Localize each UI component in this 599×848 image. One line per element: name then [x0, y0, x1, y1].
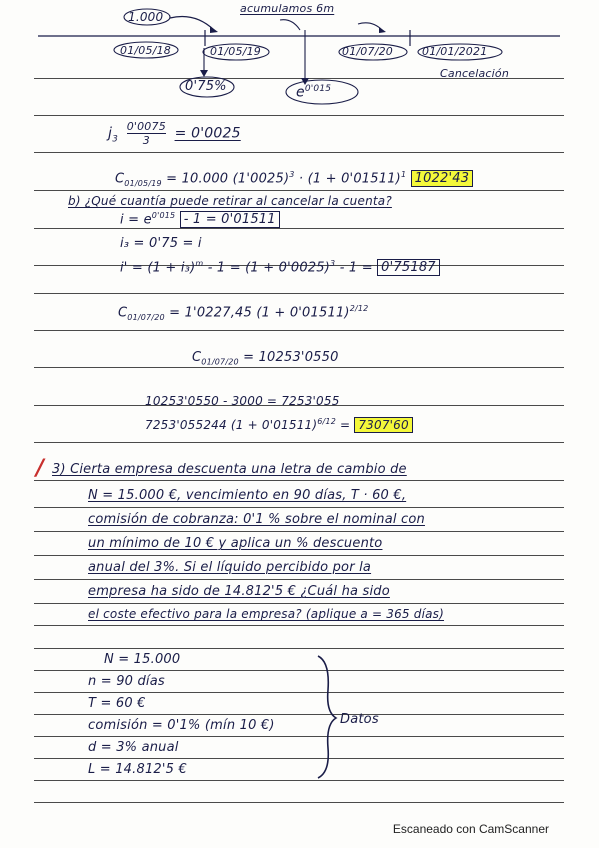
ruled-line [34, 228, 564, 229]
capital-result-1: 1022'43 [411, 170, 474, 187]
j3-denominator: 3 [142, 134, 150, 147]
data-item-2: n = 90 días [88, 674, 165, 689]
ruled-line [34, 736, 564, 737]
timeline-rate-1: 0'75% [185, 79, 227, 94]
j3-numerator: 0'0075 [126, 120, 166, 133]
part-b-line-1: $i = e^{0'015} - 1 = 0'01511$ [120, 211, 280, 227]
ruled-line [34, 579, 564, 580]
data-item-4: comisión = 0'1% (mín 10 €) [88, 718, 275, 733]
ruled-line [34, 758, 564, 759]
problem3-line-3: comisión de cobranza: 0'1 % sobre el nominal con [88, 512, 425, 527]
problem3-line-6: empresa ha sido de 14.812'5 € ¿Cuál ha sido [88, 584, 390, 599]
part-b-capital-3: $C_{01/07/20} = 10253'0550$ [192, 350, 339, 367]
part-b-question: b) ¿Qué cuantía puede retirar al cancelar la cuenta? [68, 194, 392, 208]
problem3-line-1: 3) Cierta empresa descuenta una letra de cambio de [52, 462, 407, 477]
ruled-line [34, 780, 564, 781]
timeline-date-2: 01/05/19 [210, 45, 262, 58]
ruled-line [34, 330, 564, 331]
ruled-line [34, 603, 564, 604]
data-brace-label: Datos [340, 712, 379, 727]
ruled-line [34, 692, 564, 693]
j3-equation: $j_3$ $\frac{0'0075}{3}$ = 0'0025 [108, 120, 241, 147]
ruled-line [34, 152, 564, 153]
problem3-line-5: anual del 3%. Si el líquido percibido por la [88, 560, 372, 575]
part-b-line-5: 7253'055244 $(1 + 0'01511)^{6/12} = 7307'60$ [145, 417, 413, 432]
data-item-1: N = 15.000 [104, 652, 181, 667]
part-b-line-2: i₃ = 0'75 = i [120, 236, 202, 251]
part-b-final-result: 7307'60 [354, 417, 413, 433]
timeline-diagram [0, 0, 599, 130]
j3-result: = 0'0025 [174, 125, 241, 142]
scanner-watermark: Escaneado con CamScanner [392, 822, 549, 836]
ruled-line [34, 802, 564, 803]
ruled-line [34, 648, 564, 649]
part-b-result-3: 0'75187 [377, 259, 440, 276]
ruled-line [34, 293, 564, 294]
timeline-cancel-label: Cancelación [440, 67, 510, 80]
timeline-date-1: 01/05/18 [120, 44, 172, 57]
capital-equation-1: $C_{01/05/19} = 10.000$ $(1'0025)^3 \cdot (1 + 0'01511)^1$ 1022'43 [115, 170, 473, 188]
timeline-date-3: 01/07/20 [342, 45, 394, 58]
timeline-principal: 1.000 [128, 10, 164, 24]
ruled-line [34, 367, 564, 368]
timeline-top-label: acumulamos 6m [240, 2, 335, 15]
problem3-line-2: N = 15.000 €, vencimiento en 90 días, T · 60 €, [88, 488, 407, 503]
timeline-date-4: 01/01/2021 [422, 45, 488, 58]
red-check-mark: / [36, 456, 45, 481]
timeline-rate-2: $e^{0'015}$ [296, 84, 332, 101]
ruled-line [34, 670, 564, 671]
problem3-line-7: el coste efectivo para la empresa? (aplique a = 365 días) [88, 607, 445, 621]
ruled-line [34, 625, 564, 626]
part-b-line-4: 10253'0550 - 3000 = 7253'055 [145, 394, 340, 408]
part-b-capital-2: $C_{01/07/20} = 1'0227,45$ $(1 + 0'01511)^{2/12}$ [118, 304, 369, 322]
ruled-line [34, 480, 564, 481]
ruled-line [34, 442, 564, 443]
ruled-line [34, 507, 564, 508]
ruled-line [34, 531, 564, 532]
problem3-line-4: un mínimo de 10 € y aplica un % descuento [88, 536, 383, 551]
data-item-6: L = 14.812'5 € [88, 762, 187, 777]
data-item-5: d = 3% anual [88, 740, 179, 755]
ruled-line [34, 555, 564, 556]
ruled-line [34, 714, 564, 715]
ruled-line [34, 190, 564, 191]
part-b-line-3: $i' = (1 + i_3)^m - 1 = (1 + 0'0025)^3 - 1 = 0'75187$ [120, 259, 440, 275]
data-item-3: T = 60 € [88, 696, 146, 711]
